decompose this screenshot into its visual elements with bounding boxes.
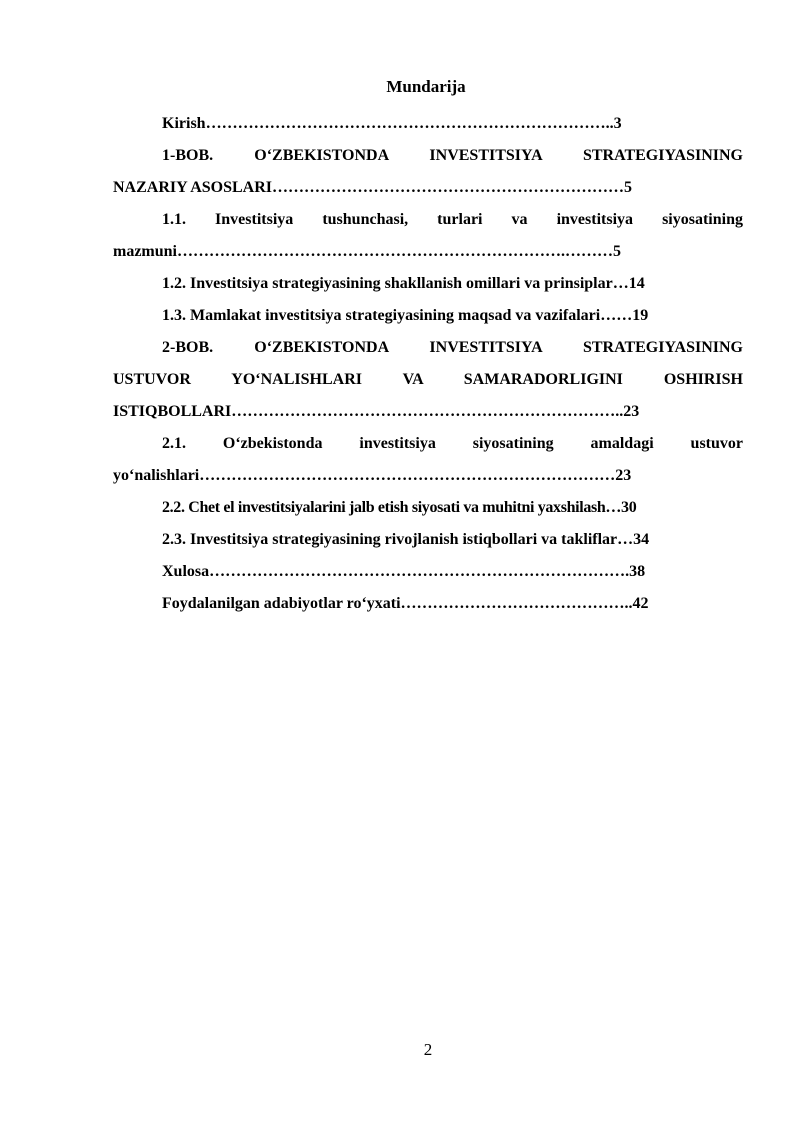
toc-entry-section-2-1 xyxy=(113,428,743,492)
toc-entry-section-1-1 xyxy=(113,204,743,268)
page-number: 2 xyxy=(423,1040,433,1059)
toc-entry-text: Xulosa…………………………………………………………………….38 xyxy=(162,563,646,580)
toc-entry-text: 1.2. Investitsiya strategiyasining shakllanish omillari va prinsiplar…14 xyxy=(162,275,645,292)
toc-entry-xulosa xyxy=(113,556,743,588)
toc-entry-text: Kirish…………………………………………………………………..3 xyxy=(162,115,622,132)
toc-entry-text: 1-BOB. O‘ZBEKISTONDA INVESTITSIYA STRATEGIYASINING xyxy=(162,147,743,164)
toc-entry-text: NAZARIY ASOSLARI…………………………………………………………5 xyxy=(113,179,632,196)
toc-entry-text: 2.2. Chet el investitsiyalarini jalb etish siyosati va muhitni yaxshilash…30 xyxy=(162,499,637,516)
toc-entry-section-2-3 xyxy=(113,524,743,556)
toc-entry-text: mazmuni……………………………………………………………….………5 xyxy=(113,243,621,260)
toc-entry-text: 2.1. O‘zbekistonda investitsiya siyosatining amaldagi ustuvor xyxy=(162,435,743,452)
table-of-contents xyxy=(113,108,743,620)
toc-entry-section-1-3 xyxy=(113,300,743,332)
page-title: Mundarija xyxy=(386,77,466,96)
toc-entry-text: 2-BOB. O‘ZBEKISTONDA INVESTITSIYA STRATEGIYASINING xyxy=(162,339,743,356)
toc-entry-chapter-1 xyxy=(113,140,743,204)
toc-entry-section-1-2 xyxy=(113,268,743,300)
toc-entry-text: USTUVOR YO‘NALISHLARI VA SAMARADORLIGINI OSHIRISH xyxy=(113,371,743,388)
toc-entry-chapter-2 xyxy=(113,332,743,428)
toc-entry-text: yo‘nalishlari……………………………………………………………………23 xyxy=(113,467,632,484)
toc-entry-text: 1.3. Mamlakat investitsiya strategiyasining maqsad va vazifalari……19 xyxy=(162,307,649,324)
toc-entry-text: 1.1. Investitsiya tushunchasi, turlari va investitsiya siyosatining xyxy=(162,211,743,228)
toc-entry-text: 2.3. Investitsiya strategiyasining rivojlanish istiqbollari va takliflar…34 xyxy=(162,531,650,548)
toc-entry-bibliography xyxy=(113,588,743,620)
toc-entry-text: ISTIQBOLLARI………………………………………………………………..23 xyxy=(113,403,640,420)
toc-entry-section-2-2 xyxy=(113,492,743,524)
toc-entry-kirish xyxy=(113,108,743,140)
toc-entry-text: Foydalanilgan adabiyotlar ro‘yxati……………………………………..42 xyxy=(162,595,649,612)
